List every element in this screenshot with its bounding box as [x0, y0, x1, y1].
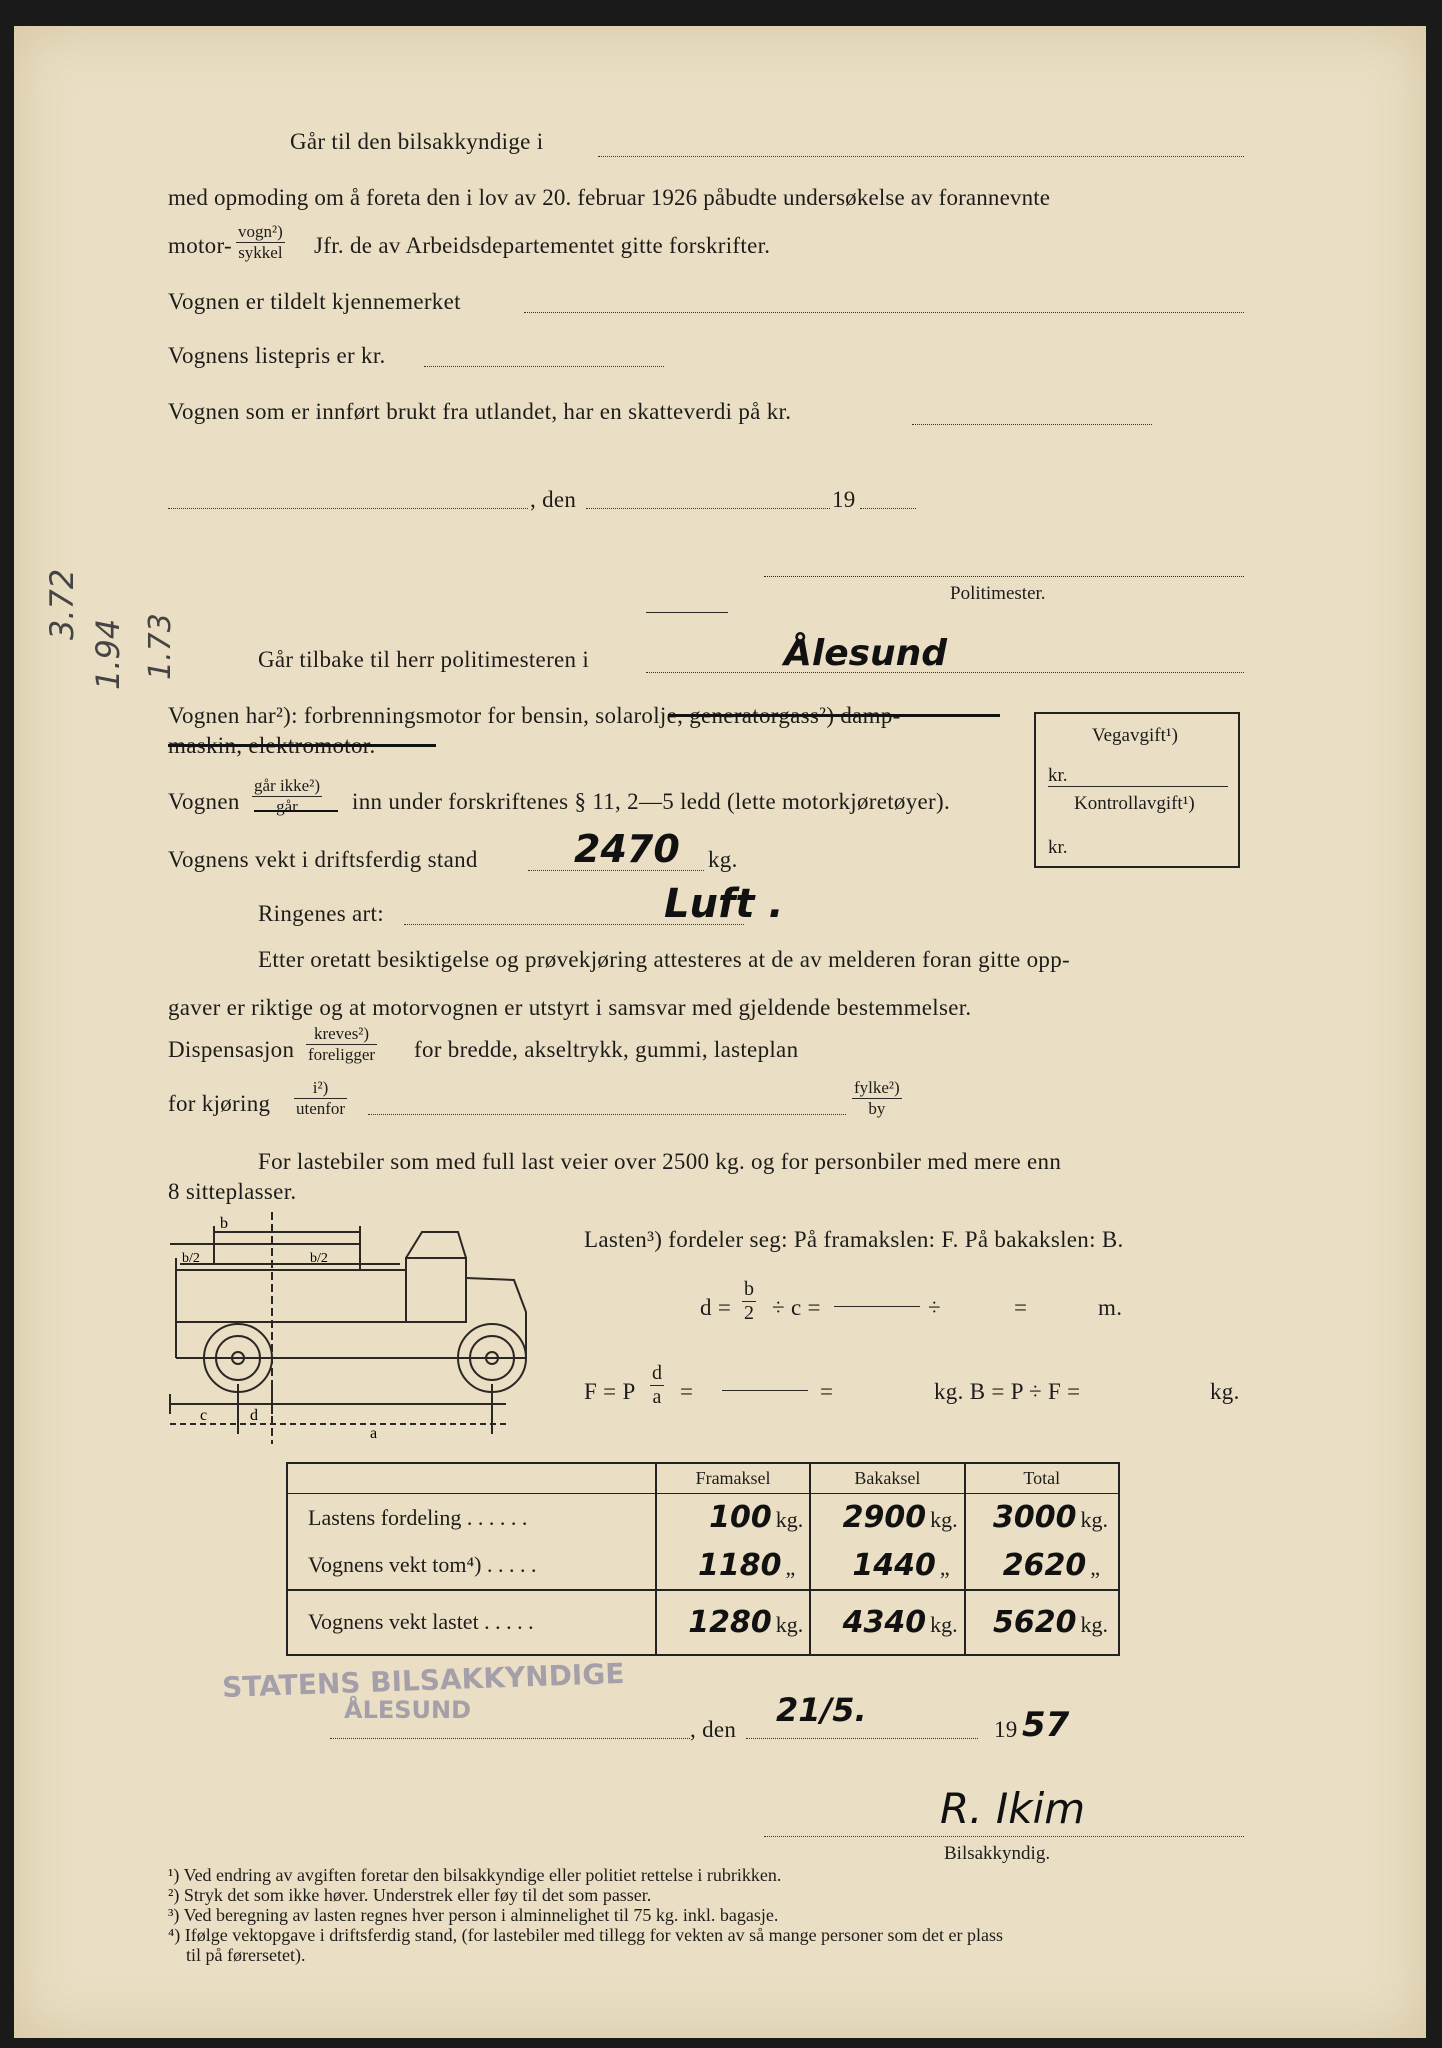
gar-fraction: går ikke²) går — [254, 776, 320, 816]
ringer-value: Luft . — [664, 881, 784, 927]
formula-eq: = — [1014, 1295, 1028, 1320]
politimester-signature-line[interactable] — [764, 576, 1244, 577]
listepris-field[interactable] — [424, 366, 664, 367]
col-header-total: Total — [965, 1463, 1119, 1494]
formula-b-over-2: $\frac{b}{2}$ — [744, 1278, 754, 1324]
table-row — [287, 1494, 1119, 1542]
sign-date-handwritten: 21/5. — [776, 1691, 867, 1729]
formula-f-blank[interactable] — [722, 1390, 808, 1391]
cell-fram[interactable]: 100 kg. — [656, 1494, 810, 1542]
fylke-fraction: fylke²) by — [854, 1078, 900, 1118]
bilsakkyndige-city-field[interactable] — [598, 156, 1244, 157]
gar-suffix: inn under forskriftenes § 11, 2—5 ledd (lette motorkjøretøyer). — [352, 789, 950, 814]
cell-bak[interactable]: 4340 kg. — [810, 1590, 964, 1655]
formula-f-mid: = — [680, 1379, 694, 1404]
header-line1-label: Går til den bilsakkyndige i — [290, 129, 544, 154]
cell-total[interactable]: 3000 kg. — [993, 1500, 1108, 1536]
motor-fraction: vogn²) sykkel — [238, 222, 283, 262]
kjoring-field[interactable] — [368, 1114, 846, 1115]
col-header-bakaksel: Bakaksel — [810, 1463, 964, 1494]
sign-place-field[interactable] — [330, 1738, 690, 1739]
kjoring-prefix: for kjøring — [168, 1091, 271, 1116]
kjennemerke-field[interactable] — [524, 312, 1244, 313]
sign-den-label: , den — [690, 1717, 737, 1742]
row-label: Vognens vekt lastet . . . . . — [287, 1590, 656, 1655]
bilsakkyndig-signature: R. Ikim — [940, 1784, 1086, 1833]
formula-d-mid: ÷ c = — [772, 1295, 821, 1320]
footnote-1: ¹) Ved endring av avgiften foretar den bilsakkyndige eller politiet rettelse i rubrikken. — [168, 1865, 782, 1885]
footnote-2: ²) Stryk det som ikke høver. Understrek eller føy til det som passer. — [168, 1885, 652, 1905]
separator-rule — [646, 612, 728, 613]
attest-line2: gaver er riktige og at motorvognen er utstyrt i samsvar med gjeldende bestemmelser. — [168, 995, 972, 1020]
motor-prefix: motor- — [168, 233, 232, 258]
margin-note-2: 1.94 — [89, 618, 127, 690]
formula-kg-b: kg. B = P ÷ F = — [934, 1379, 1081, 1404]
vekt-value: 2470 — [574, 827, 680, 871]
cell-fram[interactable]: 1280 kg. — [656, 1590, 810, 1655]
vegavgift-label: Vegavgift¹) — [1092, 725, 1178, 746]
return-city-handwritten: Ålesund — [784, 633, 948, 674]
strike-gar — [254, 810, 338, 812]
skatteverdi-label: Vognen som er innført brukt fra utlandet, har en skatteverdi på kr. — [168, 399, 792, 424]
row-label: Vognens vekt tom⁴) . . . . . — [287, 1542, 656, 1590]
sign-year-prefix: 19 — [994, 1717, 1018, 1742]
header-line2: med opmoding om å foreta den i lov av 20. februar 1926 påbudte undersøkelse av forannevnte — [168, 185, 1051, 210]
footnote-4-cont: til på førersetet). — [186, 1945, 306, 1965]
cell-fram[interactable]: 1180 „ — [656, 1542, 810, 1590]
motor-type-line2: maskin, elektromotor. — [168, 733, 376, 758]
place-field[interactable] — [168, 508, 528, 509]
diagram-label-b-half-1: b/2 — [182, 1251, 200, 1266]
strike-generatorgass — [668, 714, 1000, 717]
table-row — [287, 1590, 1119, 1655]
formula-f-eq2: = — [820, 1379, 834, 1404]
return-label: Går tilbake til herr politimesteren i — [258, 647, 590, 672]
vekt-label: Vognens vekt i driftsferdig stand — [168, 847, 478, 872]
disp-fraction: kreves²) foreligger — [308, 1024, 376, 1064]
formula-d-blank[interactable] — [834, 1306, 920, 1307]
strike-elektromotor — [168, 744, 436, 747]
formula-div: ÷ — [928, 1295, 941, 1320]
attest-line1: Etter oretatt besiktigelse og prøvekjøring attesteres at de av melderen foran gitte opp- — [258, 947, 1070, 972]
cell-total[interactable]: 2620 „ — [965, 1542, 1119, 1590]
lasten-label: Lasten³) fordeler seg: På framakslen: F. På bakakslen: B. — [584, 1227, 1124, 1252]
vekt-unit: kg. — [708, 847, 738, 872]
kontrollavgift-label: Kontrollavgift¹) — [1074, 793, 1195, 814]
weight-table — [286, 1462, 1120, 1656]
gar-prefix: Vognen — [168, 789, 240, 814]
year-field[interactable] — [860, 508, 916, 509]
formula-m: m. — [1098, 1295, 1123, 1320]
diagram-label-b-half-2: b/2 — [310, 1251, 328, 1266]
avgift-box — [1034, 712, 1240, 868]
stamp-line1: STATENS BILSAKKYNDIGE — [221, 1656, 625, 1705]
year-prefix: 19 — [832, 487, 856, 512]
lastebil-line1: For lastebiler som med full last veier over 2500 kg. og for personbiler med mere enn — [258, 1149, 1062, 1174]
footnote-4: ⁴) Ifølge vektopgave i driftsferdig stand, (for lastebiler med tillegg for vekten av så mange personer som det er plass — [168, 1925, 1004, 1945]
den-label: , den — [530, 487, 577, 512]
truck-diagram — [170, 1208, 540, 1448]
formula-f-prefix: F = P — [584, 1379, 636, 1404]
stamp-line2: ÅLESUND — [344, 1696, 472, 1724]
bilsakkyndig-label: Bilsakkyndig. — [944, 1843, 1051, 1864]
margin-note-1: 3.72 — [43, 568, 81, 640]
formula-kg-end: kg. — [1210, 1379, 1240, 1404]
vegavgift-kr: kr. — [1048, 765, 1068, 786]
disp-prefix: Dispensasjon — [168, 1037, 295, 1062]
cell-bak[interactable]: 1440 „ — [810, 1542, 964, 1590]
vegavgift-field[interactable] — [1048, 786, 1228, 787]
cell-total[interactable]: 5620 kg. — [993, 1604, 1108, 1640]
sign-date-field[interactable] — [746, 1738, 978, 1739]
cell-bak[interactable]: 2900 kg. — [810, 1494, 964, 1542]
ringer-label: Ringenes art: — [258, 901, 384, 926]
formula-d-over-a: $\frac{d}{a}$ — [652, 1362, 662, 1408]
bilsakkyndig-signature-line[interactable] — [764, 1836, 1244, 1837]
motor-type-line1: Vognen har²): forbrenningsmotor for bensin, solarolje, generatorgass²) damp- — [168, 703, 901, 728]
date-field[interactable] — [586, 508, 830, 509]
kontrollavgift-kr: kr. — [1048, 837, 1068, 858]
row-label: Lastens fordeling . . . . . . — [287, 1494, 656, 1542]
sign-year-handwritten: 57 — [1022, 1705, 1070, 1745]
diagram-label-c: c — [200, 1407, 208, 1424]
politimester-label: Politimester. — [950, 583, 1046, 604]
margin-note-3: 1.73 — [143, 613, 178, 680]
forskrifter-text: Jfr. de av Arbeidsdepartementet gitte forskrifter. — [314, 233, 771, 258]
diagram-label-d: d — [250, 1407, 258, 1424]
skatteverdi-field[interactable] — [912, 424, 1152, 425]
kjoring-fraction: i²) utenfor — [296, 1078, 346, 1118]
diagram-label-b: b — [220, 1215, 228, 1232]
listepris-label: Vognens listepris er kr. — [168, 343, 386, 368]
disp-suffix: for bredde, akseltrykk, gummi, lasteplan — [414, 1037, 799, 1062]
formula-d-prefix: d = — [700, 1295, 732, 1320]
table-row — [287, 1542, 1119, 1590]
kjennemerke-label: Vognen er tildelt kjennemerket — [168, 289, 461, 314]
diagram-label-a: a — [370, 1425, 378, 1442]
footnote-3: ³) Ved beregning av lasten regnes hver person i alminnelighet til 75 kg. inkl. bagasje. — [168, 1905, 779, 1925]
lastebil-line2: 8 sitteplasser. — [168, 1179, 297, 1204]
col-header-framaksel: Framaksel — [656, 1463, 810, 1494]
